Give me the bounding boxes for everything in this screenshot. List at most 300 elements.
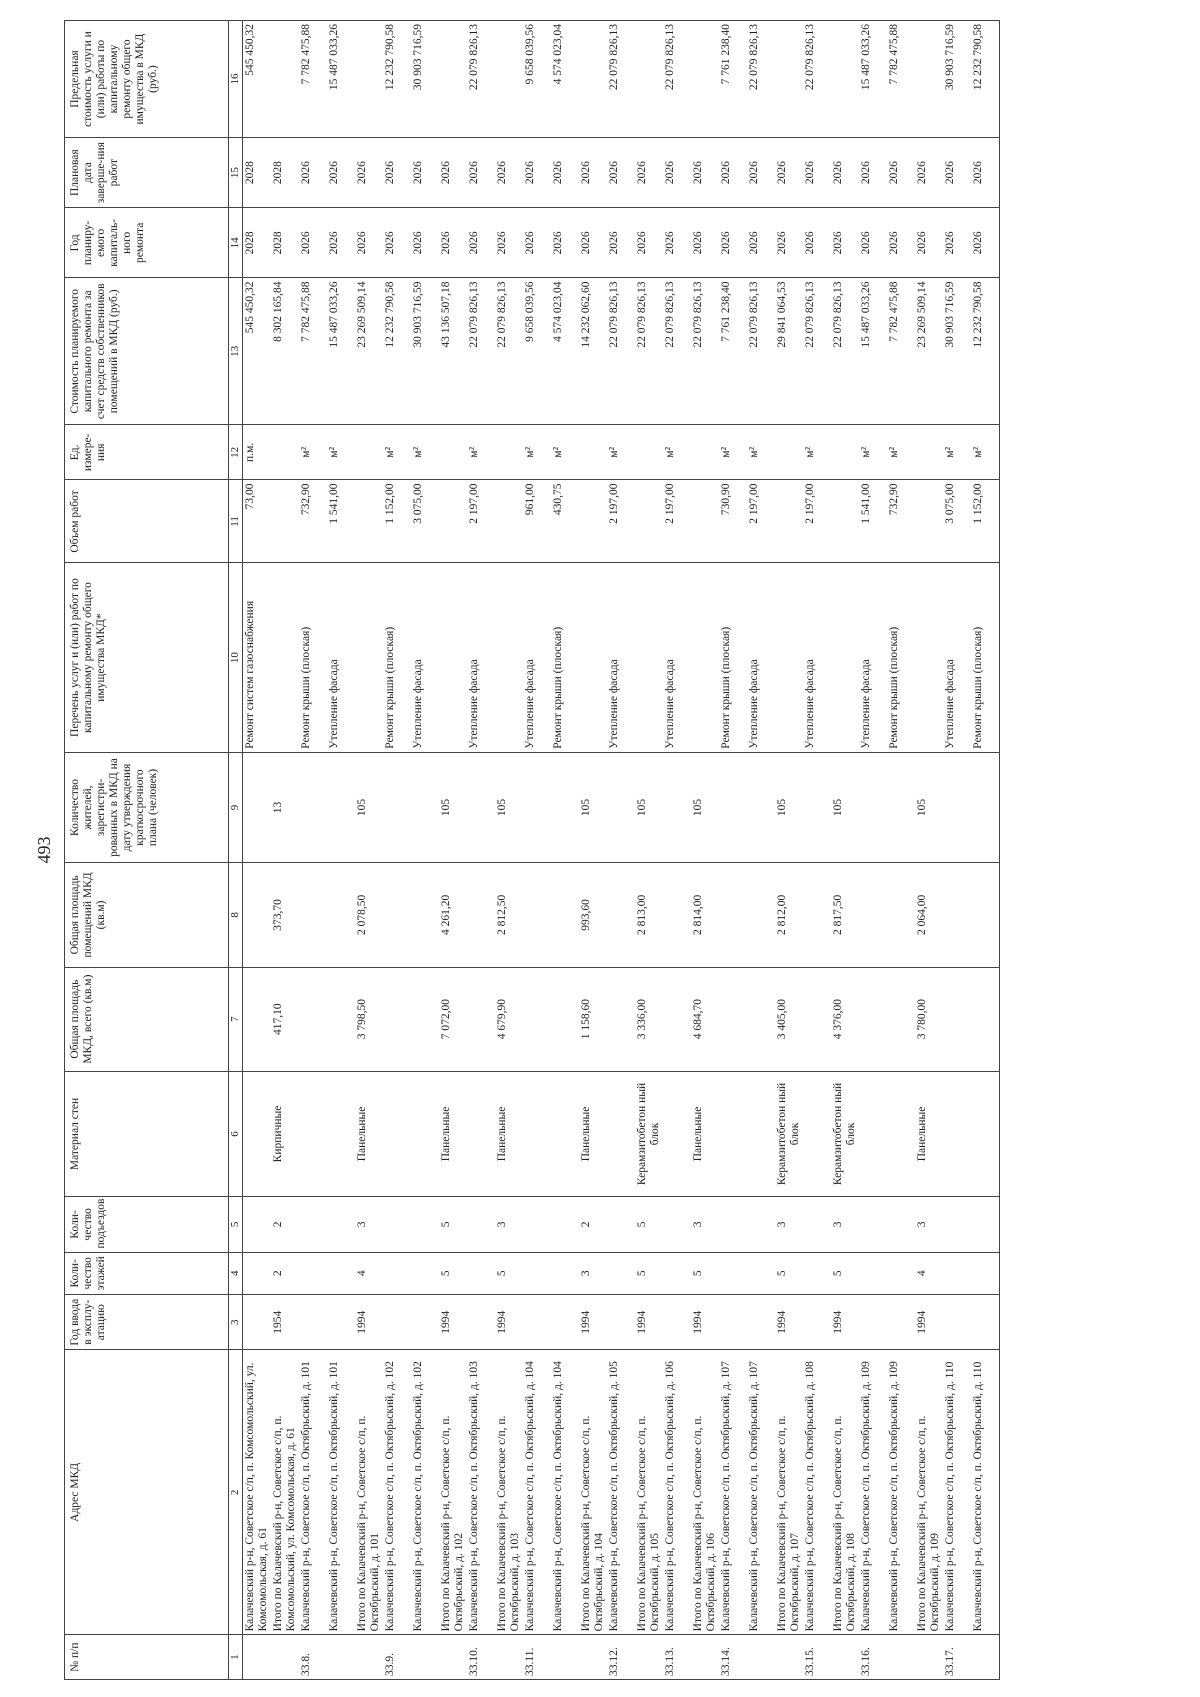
cell-floors <box>523 1252 551 1295</box>
cell-premises-area: 2 064,00 <box>915 863 943 967</box>
column-number: 16 <box>229 21 243 138</box>
cell-residents <box>747 752 775 863</box>
cell-row-number: 33.16. <box>859 1635 887 1680</box>
cell-completion-date: 2026 <box>635 138 663 208</box>
cell-total-area <box>747 967 775 1071</box>
table-row <box>915 21 943 1680</box>
cell-completion-date: 2026 <box>915 138 943 208</box>
cell-entrances <box>327 1197 355 1252</box>
column-number: 7 <box>229 967 243 1071</box>
cell-volume: 730,90 <box>719 480 747 563</box>
cell-works: Ремонт крыши (плоская) <box>551 563 579 752</box>
cell-row-number: 33.8. <box>299 1635 327 1680</box>
cell-residents <box>971 752 1000 863</box>
cell-wall-material <box>551 1071 579 1196</box>
cell-wall-material <box>607 1071 635 1196</box>
cell-completion-date: 2028 <box>243 138 272 208</box>
cell-premises-area <box>243 863 272 967</box>
column-number: 5 <box>229 1197 243 1252</box>
cell-year-built <box>467 1295 495 1350</box>
cell-unit: м² <box>607 425 635 480</box>
cell-total-area: 7 072,00 <box>439 967 467 1071</box>
cell-residents <box>803 752 831 863</box>
cell-total-area: 3 798,50 <box>355 967 383 1071</box>
cell-address: Итого по Калачевский р-н, Советское с/п, п. Октябрьский, д. 103 <box>495 1350 523 1635</box>
table-row <box>803 21 831 1680</box>
cell-row-number <box>355 1635 383 1680</box>
cell-entrances: 5 <box>439 1197 467 1252</box>
cell-row-number <box>551 1635 579 1680</box>
cell-residents: 105 <box>775 752 803 863</box>
cell-max-cost: 22 079 826,13 <box>607 21 635 138</box>
cell-cost: 4 574 023,04 <box>551 278 579 425</box>
cell-cost: 8 302 165,84 <box>271 278 299 425</box>
table-row <box>663 21 691 1680</box>
cell-works <box>635 563 663 752</box>
table-row <box>271 21 299 1680</box>
cell-cost: 23 269 509,14 <box>355 278 383 425</box>
cell-year-built <box>551 1295 579 1350</box>
table-row <box>719 21 747 1680</box>
table-row <box>943 21 971 1680</box>
header-cell: Плановая дата заверше-ния работ <box>65 138 229 208</box>
cell-works: Утепление фасада <box>747 563 775 752</box>
column-number: 14 <box>229 208 243 278</box>
cell-entrances: 3 <box>775 1197 803 1252</box>
cell-entrances <box>663 1197 691 1252</box>
cell-repair-year: 2026 <box>523 208 551 278</box>
cell-completion-date: 2026 <box>691 138 719 208</box>
cell-floors <box>243 1252 272 1295</box>
cell-max-cost: 22 079 826,13 <box>747 21 775 138</box>
cell-floors <box>383 1252 411 1295</box>
cell-cost: 22 079 826,13 <box>663 278 691 425</box>
cell-total-area <box>551 967 579 1071</box>
cell-unit: м² <box>943 425 971 480</box>
cell-volume: 1 152,00 <box>971 480 1000 563</box>
cell-floors <box>299 1252 327 1295</box>
cell-premises-area <box>299 863 327 967</box>
cell-volume: 2 197,00 <box>747 480 775 563</box>
cell-premises-area <box>803 863 831 967</box>
cell-entrances: 5 <box>635 1197 663 1252</box>
cell-works: Утепление фасада <box>523 563 551 752</box>
table-row <box>439 21 467 1680</box>
cell-residents: 105 <box>831 752 859 863</box>
cell-repair-year: 2026 <box>775 208 803 278</box>
cell-row-number: 33.10. <box>467 1635 495 1680</box>
cell-cost: 7 782 475,88 <box>887 278 915 425</box>
cell-completion-date: 2026 <box>299 138 327 208</box>
cell-volume: 732,90 <box>887 480 915 563</box>
cell-entrances: 3 <box>831 1197 859 1252</box>
cell-max-cost: 545 450,32 <box>243 21 272 138</box>
cell-repair-year: 2026 <box>439 208 467 278</box>
table-row <box>327 21 355 1680</box>
cell-premises-area: 4 261,20 <box>439 863 467 967</box>
cell-unit: м² <box>803 425 831 480</box>
cell-address: Итого по Калачевский р-н, Советское с/п, п. Октябрьский, д. 101 <box>355 1350 383 1635</box>
column-number: 9 <box>229 752 243 863</box>
cell-year-built <box>971 1295 1000 1350</box>
cell-total-area <box>327 967 355 1071</box>
cell-row-number <box>579 1635 607 1680</box>
cell-cost: 29 841 064,53 <box>775 278 803 425</box>
header-cell: Материал стен <box>65 1071 229 1196</box>
cell-works: Утепление фасада <box>943 563 971 752</box>
cell-wall-material <box>411 1071 439 1196</box>
cell-volume <box>775 480 803 563</box>
cell-residents: 13 <box>271 752 299 863</box>
cell-cost: 22 079 826,13 <box>635 278 663 425</box>
cell-volume: 1 541,00 <box>859 480 887 563</box>
cell-wall-material: Панельные <box>495 1071 523 1196</box>
cell-premises-area <box>607 863 635 967</box>
cell-year-built <box>859 1295 887 1350</box>
cell-cost: 12 232 790,58 <box>383 278 411 425</box>
cell-works: Ремонт крыши (плоская) <box>383 563 411 752</box>
cell-premises-area <box>467 863 495 967</box>
cell-volume <box>831 480 859 563</box>
cell-total-area <box>971 967 1000 1071</box>
cell-repair-year: 2028 <box>243 208 272 278</box>
cell-works <box>355 563 383 752</box>
cell-address: Итого по Калачевский р-н, Советское с/п, п. Октябрьский, д. 105 <box>635 1350 663 1635</box>
cell-floors: 5 <box>439 1252 467 1295</box>
cell-address: Итого по Калачевский р-н, Советское с/п, п. Октябрьский, д. 102 <box>439 1350 467 1635</box>
table-row <box>831 21 859 1680</box>
cell-residents: 105 <box>495 752 523 863</box>
cell-completion-date: 2026 <box>859 138 887 208</box>
cell-wall-material <box>971 1071 1000 1196</box>
cell-entrances: 3 <box>495 1197 523 1252</box>
cell-total-area <box>607 967 635 1071</box>
cell-year-built: 1994 <box>831 1295 859 1350</box>
cell-cost: 14 232 062,60 <box>579 278 607 425</box>
cell-year-built: 1994 <box>495 1295 523 1350</box>
cell-year-built <box>523 1295 551 1350</box>
cell-premises-area <box>719 863 747 967</box>
cell-year-built <box>327 1295 355 1350</box>
cell-row-number <box>887 1635 915 1680</box>
header-cell: № п/п <box>65 1635 229 1680</box>
cell-volume: 732,90 <box>299 480 327 563</box>
cell-residents <box>663 752 691 863</box>
cell-unit: п.м. <box>243 425 272 480</box>
column-number: 2 <box>229 1350 243 1635</box>
cell-completion-date: 2026 <box>943 138 971 208</box>
cell-total-area: 1 158,60 <box>579 967 607 1071</box>
cell-row-number: 33.11. <box>523 1635 551 1680</box>
cell-entrances <box>859 1197 887 1252</box>
cell-row-number <box>411 1635 439 1680</box>
cell-address: Итого по Калачевский р-н, Советское с/п, п. Октябрьский, д. 109 <box>915 1350 943 1635</box>
cell-max-cost <box>775 21 803 138</box>
cell-row-number <box>747 1635 775 1680</box>
cell-wall-material: Кирпичные <box>271 1071 299 1196</box>
cell-repair-year: 2026 <box>943 208 971 278</box>
cell-residents <box>943 752 971 863</box>
cell-year-built <box>887 1295 915 1350</box>
cell-cost: 22 079 826,13 <box>607 278 635 425</box>
cell-wall-material <box>467 1071 495 1196</box>
table-row <box>495 21 523 1680</box>
cell-floors <box>551 1252 579 1295</box>
table-row <box>691 21 719 1680</box>
cell-works <box>579 563 607 752</box>
cell-repair-year: 2026 <box>579 208 607 278</box>
cell-year-built: 1994 <box>635 1295 663 1350</box>
cell-row-number: 33.9. <box>383 1635 411 1680</box>
cell-unit: м² <box>719 425 747 480</box>
cell-works <box>775 563 803 752</box>
cell-premises-area <box>971 863 1000 967</box>
cell-max-cost <box>439 21 467 138</box>
cell-address: Калачевский р-н, Советское с/п, п. Октябрьский, д. 106 <box>663 1350 691 1635</box>
cell-completion-date: 2026 <box>579 138 607 208</box>
cell-volume <box>915 480 943 563</box>
cell-volume: 3 075,00 <box>943 480 971 563</box>
cell-year-built <box>943 1295 971 1350</box>
cell-floors <box>803 1252 831 1295</box>
cell-volume: 2 197,00 <box>663 480 691 563</box>
cell-premises-area: 2 813,00 <box>635 863 663 967</box>
cell-entrances <box>411 1197 439 1252</box>
cell-repair-year: 2026 <box>803 208 831 278</box>
cell-year-built <box>607 1295 635 1350</box>
cell-row-number: 33.12. <box>607 1635 635 1680</box>
cell-entrances <box>943 1197 971 1252</box>
cell-wall-material <box>299 1071 327 1196</box>
header-row <box>65 21 229 1680</box>
cell-cost: 15 487 033,26 <box>327 278 355 425</box>
cell-floors <box>411 1252 439 1295</box>
cell-address: Калачевский р-н, Советское с/п, п. Октябрьский, д. 107 <box>719 1350 747 1635</box>
cell-premises-area: 993,60 <box>579 863 607 967</box>
cell-residents: 105 <box>691 752 719 863</box>
cell-cost: 22 079 826,13 <box>495 278 523 425</box>
column-number: 13 <box>229 278 243 425</box>
cell-unit: м² <box>971 425 1000 480</box>
cell-row-number: 33.15. <box>803 1635 831 1680</box>
cell-row-number <box>271 1635 299 1680</box>
cell-floors: 5 <box>831 1252 859 1295</box>
cell-entrances <box>383 1197 411 1252</box>
cell-unit: м² <box>747 425 775 480</box>
cell-entrances: 3 <box>691 1197 719 1252</box>
cell-residents: 105 <box>635 752 663 863</box>
cell-volume <box>439 480 467 563</box>
cell-completion-date: 2026 <box>607 138 635 208</box>
cell-address: Калачевский р-н, Советское с/п, п. Октябрьский, д. 102 <box>383 1350 411 1635</box>
cell-max-cost <box>579 21 607 138</box>
cell-wall-material: Керамзитобетон ный блок <box>635 1071 663 1196</box>
cell-max-cost <box>495 21 523 138</box>
cell-completion-date: 2026 <box>495 138 523 208</box>
cell-max-cost: 30 903 716,59 <box>411 21 439 138</box>
cell-completion-date: 2026 <box>775 138 803 208</box>
cell-completion-date: 2026 <box>971 138 1000 208</box>
cell-address: Калачевский р-н, Советское с/п, п. Октябрьский, д. 109 <box>859 1350 887 1635</box>
cell-repair-year: 2026 <box>831 208 859 278</box>
cell-premises-area: 373,70 <box>271 863 299 967</box>
cell-entrances <box>607 1197 635 1252</box>
column-number: 4 <box>229 1252 243 1295</box>
cell-unit <box>635 425 663 480</box>
cell-max-cost: 9 658 039,56 <box>523 21 551 138</box>
cell-wall-material <box>859 1071 887 1196</box>
cell-wall-material <box>747 1071 775 1196</box>
cell-premises-area <box>747 863 775 967</box>
table-row <box>971 21 1000 1680</box>
cell-unit: м² <box>299 425 327 480</box>
rotated-page <box>20 20 1180 1680</box>
cell-cost: 30 903 716,59 <box>411 278 439 425</box>
cell-residents: 105 <box>355 752 383 863</box>
cell-row-number <box>327 1635 355 1680</box>
cell-entrances <box>747 1197 775 1252</box>
cell-row-number <box>971 1635 1000 1680</box>
cell-cost: 22 079 826,13 <box>747 278 775 425</box>
cell-entrances <box>803 1197 831 1252</box>
cell-cost: 7 782 475,88 <box>299 278 327 425</box>
cell-repair-year: 2026 <box>915 208 943 278</box>
cell-total-area <box>523 967 551 1071</box>
cell-year-built: 1994 <box>439 1295 467 1350</box>
cell-works: Утепление фасада <box>663 563 691 752</box>
capital-repair-table <box>64 20 1000 1680</box>
cell-repair-year: 2026 <box>383 208 411 278</box>
cell-address: Калачевский р-н, Советское с/п, п. Октябрьский, д. 102 <box>411 1350 439 1635</box>
cell-total-area: 417,10 <box>271 967 299 1071</box>
cell-address: Калачевский р-н, Советское с/п, п. Октябрьский, д. 109 <box>887 1350 915 1635</box>
cell-floors: 3 <box>579 1252 607 1295</box>
cell-address: Калачевский р-н, Советское с/п, п. Октябрьский, д. 101 <box>327 1350 355 1635</box>
cell-wall-material <box>719 1071 747 1196</box>
cell-premises-area <box>663 863 691 967</box>
cell-volume <box>635 480 663 563</box>
cell-floors <box>327 1252 355 1295</box>
cell-row-number <box>495 1635 523 1680</box>
cell-year-built <box>663 1295 691 1350</box>
cell-floors <box>859 1252 887 1295</box>
cell-row-number <box>243 1635 272 1680</box>
cell-entrances: 3 <box>915 1197 943 1252</box>
cell-volume <box>271 480 299 563</box>
cell-address: Итого по Калачевский р-н, Советское с/п, п. Октябрьский, д. 104 <box>579 1350 607 1635</box>
cell-floors <box>887 1252 915 1295</box>
cell-year-built <box>803 1295 831 1350</box>
cell-cost: 22 079 826,13 <box>467 278 495 425</box>
header-cell: Общая площадь помещений МКД (кв.м) <box>65 863 229 967</box>
cell-total-area <box>411 967 439 1071</box>
cell-completion-date: 2026 <box>327 138 355 208</box>
cell-wall-material <box>243 1071 272 1196</box>
cell-residents <box>887 752 915 863</box>
cell-residents: 105 <box>439 752 467 863</box>
header-cell: Предельная стоимость услуги и (или) работы по капитальному ремонту общего имущества в МКД (руб.) <box>65 21 229 138</box>
header-cell: Количество жителей, зарегистри-рованных в МКД на дату утверждения краткосрочного плана (человек) <box>65 752 229 863</box>
cell-volume: 961,00 <box>523 480 551 563</box>
page-number: 493 <box>34 836 54 864</box>
cell-completion-date: 2026 <box>411 138 439 208</box>
cell-works: Утепление фасада <box>327 563 355 752</box>
cell-year-built <box>411 1295 439 1350</box>
cell-year-built <box>747 1295 775 1350</box>
cell-row-number <box>691 1635 719 1680</box>
cell-max-cost: 22 079 826,13 <box>803 21 831 138</box>
cell-floors: 2 <box>271 1252 299 1295</box>
header-cell: Перечень услуг и (или) работ по капитальному ремонту общего имущества МКД* <box>65 563 229 752</box>
cell-unit: м² <box>411 425 439 480</box>
cell-repair-year: 2028 <box>271 208 299 278</box>
cell-year-built: 1994 <box>579 1295 607 1350</box>
cell-max-cost: 4 574 023,04 <box>551 21 579 138</box>
table-row <box>243 21 272 1680</box>
cell-floors <box>607 1252 635 1295</box>
cell-premises-area: 2 817,50 <box>831 863 859 967</box>
cell-floors <box>943 1252 971 1295</box>
cell-max-cost: 15 487 033,26 <box>859 21 887 138</box>
cell-total-area: 3 780,00 <box>915 967 943 1071</box>
cell-volume <box>355 480 383 563</box>
table-row <box>411 21 439 1680</box>
cell-total-area <box>943 967 971 1071</box>
cell-completion-date: 2028 <box>271 138 299 208</box>
table-row <box>355 21 383 1680</box>
cell-works: Утепление фасада <box>803 563 831 752</box>
column-number: 3 <box>229 1295 243 1350</box>
cell-works: Ремонт крыши (плоская) <box>971 563 1000 752</box>
cell-premises-area <box>859 863 887 967</box>
cell-volume: 1 152,00 <box>383 480 411 563</box>
column-number: 8 <box>229 863 243 967</box>
cell-max-cost: 22 079 826,13 <box>663 21 691 138</box>
header-cell: Год планиру-емого капиталь-ного ремонта <box>65 208 229 278</box>
header-cell: Общая площадь МКД, всего (кв.м) <box>65 967 229 1071</box>
cell-entrances <box>719 1197 747 1252</box>
cell-works: Утепление фасада <box>411 563 439 752</box>
cell-repair-year: 2026 <box>467 208 495 278</box>
cell-volume: 1 541,00 <box>327 480 355 563</box>
column-number: 1 <box>229 1635 243 1680</box>
cell-unit <box>355 425 383 480</box>
cell-floors <box>719 1252 747 1295</box>
cell-unit: м² <box>859 425 887 480</box>
cell-cost: 12 232 790,58 <box>971 278 1000 425</box>
cell-total-area: 4 684,70 <box>691 967 719 1071</box>
cell-total-area <box>243 967 272 1071</box>
header-cell: Год ввода в эксплу-атацию <box>65 1295 229 1350</box>
cell-floors <box>467 1252 495 1295</box>
cell-volume <box>691 480 719 563</box>
cell-max-cost: 12 232 790,58 <box>383 21 411 138</box>
cell-repair-year: 2026 <box>551 208 579 278</box>
cell-works <box>495 563 523 752</box>
cell-max-cost: 22 079 826,13 <box>467 21 495 138</box>
cell-entrances <box>467 1197 495 1252</box>
cell-floors <box>971 1252 1000 1295</box>
cell-residents <box>719 752 747 863</box>
cell-works: Ремонт крыши (плоская) <box>719 563 747 752</box>
cell-max-cost: 30 903 716,59 <box>943 21 971 138</box>
cell-address: Калачевский р-н, Советское с/п, п. Октябрьский, д. 107 <box>747 1350 775 1635</box>
cell-wall-material <box>663 1071 691 1196</box>
cell-floors: 4 <box>355 1252 383 1295</box>
cell-wall-material: Панельные <box>915 1071 943 1196</box>
cell-total-area: 3 336,00 <box>635 967 663 1071</box>
cell-completion-date: 2026 <box>355 138 383 208</box>
